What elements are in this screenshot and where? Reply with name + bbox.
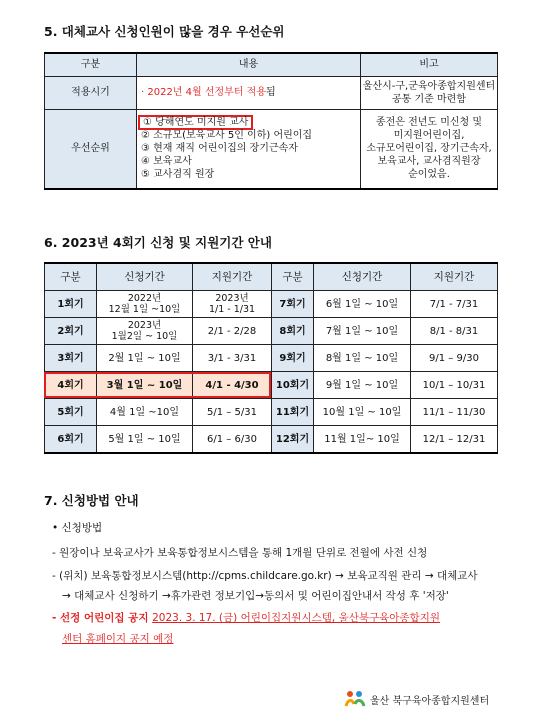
row-apply-label: 적용시기 (45, 76, 137, 109)
round-cell: 10회기 (272, 372, 314, 399)
round-cell: 5회기 (45, 399, 97, 426)
round-cell: 4회기 (45, 372, 97, 399)
note-line: 공통 기준 마련함 (392, 93, 466, 105)
support-period-cell: 2/1 - 2/28 (193, 318, 272, 345)
note-line: 보육교사, 교사겸직원장 (377, 156, 481, 168)
round-cell: 9회기 (272, 345, 314, 372)
apply-period-cell: 7월 1일 ~ 10일 (314, 318, 411, 345)
schedule-row (45, 399, 498, 426)
header-apply-left: 신청기간 (97, 263, 193, 291)
row-apply-content (137, 76, 361, 109)
apply-dates: 1월2일 ~ 10일 (111, 331, 178, 342)
support-period-cell: 10/1 – 10/31 (411, 372, 498, 399)
support-period-cell: 3/1 - 3/31 (193, 345, 272, 372)
apply-bullet: · (141, 87, 148, 98)
note-line: 소규모어린이집, 장기근속자, (366, 143, 492, 155)
support-dates: 1/1 - 1/31 (208, 304, 256, 315)
apply-period-cell: 3월 1일 ~ 10일 (97, 372, 193, 399)
note-line: 순이었음. (408, 169, 450, 181)
org-logo-icon (344, 690, 366, 708)
priority-item-5: ⑤ 교사겸직 원장 (141, 169, 215, 181)
apply-period-cell: 6월 1일 ~ 10일 (314, 291, 411, 318)
schedule-row (45, 426, 498, 454)
footer-logo (344, 689, 504, 709)
apply-period-cell: 10월 1일 ~ 10일 (314, 399, 411, 426)
schedule-table (44, 262, 498, 454)
apply-period-cell (97, 318, 193, 345)
header-content: 내용 (137, 53, 361, 76)
footer-org-name: 울산 북구육아종합지원센터 (370, 696, 490, 707)
note-line: 종전은 전년도 미신청 및 (375, 117, 483, 129)
section6-title: 6. 2023년 4회기 신청 및 지원기간 안내 (44, 235, 272, 250)
support-period-cell: 11/1 – 11/30 (411, 399, 498, 426)
method-bullet: • 신청방법 (52, 522, 103, 534)
priority-table (44, 52, 498, 190)
header-apply-right: 신청기간 (314, 263, 411, 291)
apply-rest-text: 됨 (266, 87, 276, 98)
support-period-cell: 6/1 – 6/30 (193, 426, 272, 454)
header-category: 구분 (45, 53, 137, 76)
notice-label: - 선정 어린이집 공지 (52, 612, 153, 624)
schedule-row (45, 345, 498, 372)
note-line: 울산시-구,군육아종합지원센터 (362, 80, 496, 92)
notice-line-2: 센터 홈페이지 공지 예정 (62, 633, 174, 645)
header-round-left: 구분 (45, 263, 97, 291)
support-period-cell: 12/1 – 12/31 (411, 426, 498, 454)
round-cell: 11회기 (272, 399, 314, 426)
schedule-row (45, 291, 498, 318)
round-cell: 3회기 (45, 345, 97, 372)
row-priority-content (137, 109, 361, 189)
header-support-left: 지원기간 (193, 263, 272, 291)
round-cell: 7회기 (272, 291, 314, 318)
row-priority-note (361, 109, 498, 189)
notice-date: 2023. 3. 17. (금) 어린이집지원시스템, 울산북구육아종합지원 (152, 612, 440, 624)
apply-year: 2022년 (127, 293, 162, 304)
support-year: 2023년 (215, 293, 249, 304)
support-period-cell: 5/1 – 5/31 (193, 399, 272, 426)
row-priority-label: 우선순위 (45, 109, 137, 189)
apply-period-cell: 8월 1일 ~ 10일 (314, 345, 411, 372)
section7-title: 7. 신청방법 안내 (44, 493, 139, 508)
schedule-row (45, 318, 498, 345)
apply-dates: 12월 1일 ~10일 (108, 304, 181, 315)
method-line-1: - 원장이나 보육교사가 보육통합정보시스템을 통해 1개월 단위로 전월에 사전 신청 (52, 547, 428, 559)
support-period-cell: 8/1 - 8/31 (411, 318, 498, 345)
support-period-cell (193, 291, 272, 318)
support-period-cell: 4/1 - 4/30 (193, 372, 272, 399)
priority-item-4: ④ 보육교사 (141, 156, 192, 168)
apply-period-cell (97, 291, 193, 318)
apply-period-cell: 11월 1일~ 10일 (314, 426, 411, 454)
apply-period-cell: 9월 1일 ~ 10일 (314, 372, 411, 399)
row-apply-note (361, 76, 498, 109)
round-cell: 12회기 (272, 426, 314, 454)
support-period-cell: 9/1 – 9/30 (411, 345, 498, 372)
apply-period-cell: 4월 1일 ~10일 (97, 399, 193, 426)
method-line-4 (52, 610, 440, 625)
apply-period-cell: 5월 1일 ~ 10일 (97, 426, 193, 454)
round-cell: 8회기 (272, 318, 314, 345)
priority-item-3: ③ 현재 재직 어린이집의 장기근속자 (141, 143, 298, 155)
schedule-row-highlighted (45, 372, 498, 399)
priority-item-2: ② 소규모(보육교사 5인 이하) 어린이집 (141, 130, 313, 142)
apply-year: 2023년 (127, 320, 162, 331)
round-cell: 1회기 (45, 291, 97, 318)
apply-period-cell: 2월 1일 ~ 10일 (97, 345, 193, 372)
apply-red-text: 2022년 4월 선정부터 적용 (147, 87, 266, 98)
header-note: 비고 (361, 53, 498, 76)
note-line: 미지원어린이집, (393, 130, 465, 142)
round-cell: 2회기 (45, 318, 97, 345)
section5-title: 5. 대체교사 신청인원이 많을 경우 우선순위 (44, 24, 285, 39)
method-line-2: - (위치) 보육통합정보시스템(http://cpms.childcare.go.kr) → 보육교직원 관리 → 대체교사 (52, 570, 478, 582)
method-line-3: → 대체교사 신청하기 →휴가관련 정보기입→동의서 및 어린이집안내서 작성 후 '저장' (62, 590, 449, 602)
support-period-cell: 7/1 - 7/31 (411, 291, 498, 318)
priority-item-1: ① 당해연도 미지원 교사 (138, 115, 253, 130)
header-round-right: 구분 (272, 263, 314, 291)
round-cell: 6회기 (45, 426, 97, 454)
header-support-right: 지원기간 (411, 263, 498, 291)
